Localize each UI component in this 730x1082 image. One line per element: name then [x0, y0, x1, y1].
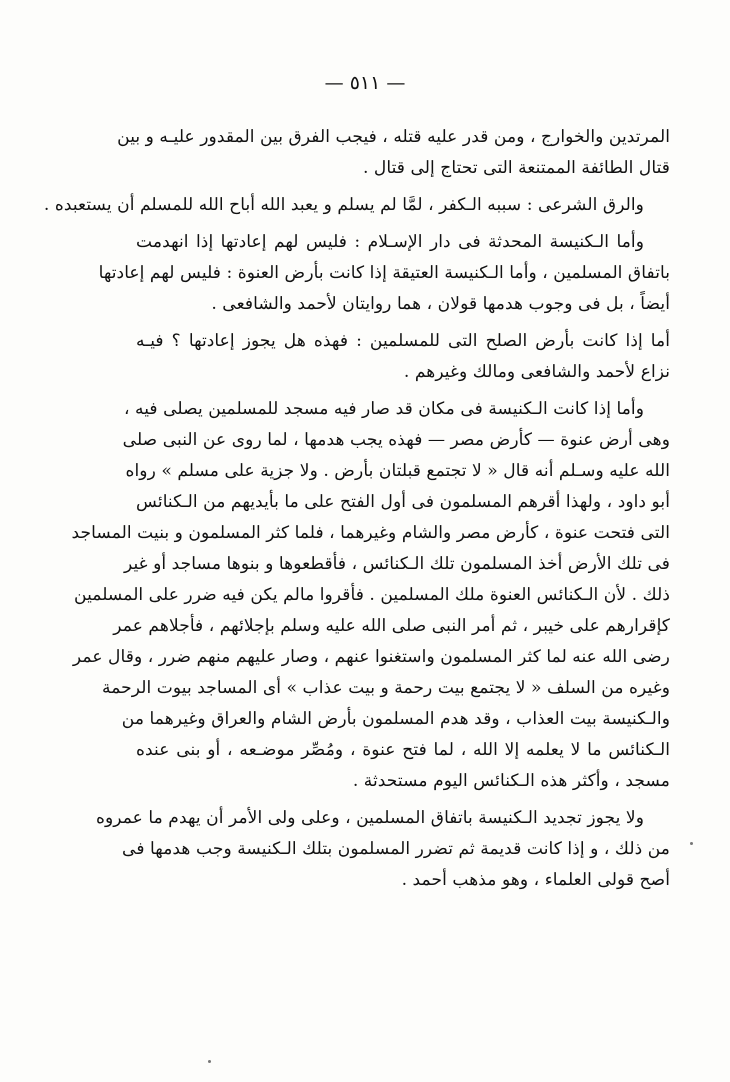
- body-text: [43, 122, 670, 896]
- text-line: من ذلك ، و إذا كانت قديمة ثم تضرر المسلمون بتلك الـكنيسة وجب هدمها فى: [122, 839, 670, 859]
- text-line: الله عليه وسـلم أنه قال « لا تجتمع قبلتان بأرض . ولا جزية على مسلم » رواه: [125, 461, 670, 481]
- text-line: فى تلك الأرض أخذ المسلمون تلك الـكنائس ، فأقطعوها و بنوها مساجد أو غير: [123, 554, 670, 574]
- text-line: ولا يجوز تجديد الـكنيسة باتفاق المسلمين ، وعلى ولى الأمر أن يهدم ما عمروه: [95, 808, 644, 828]
- paragraph: [117, 122, 670, 184]
- text-line: كإقرارهم على خيبر ، ثم أمر النبى صلى الله عليه وسلم بإجلائهم ، فأجلاهم عمر: [113, 616, 670, 636]
- text-line: وغيره من السلف « لا يجتمع بيت رحمة و بيت عذاب » أى المساجد بيوت الرحمة: [101, 678, 670, 698]
- paragraph: [43, 190, 670, 221]
- text-line: نزاع لأحمد والشافعى ومالك وغيرهم .: [403, 362, 670, 382]
- text-line: أيضاً ، بل فى وجوب هدمها قولان ، هما روايتان لأحمد والشافعى .: [211, 294, 670, 314]
- text-line: مسجد ، وأكثر هذه الـكنائس اليوم مستحدثة .: [352, 771, 670, 791]
- paragraph: [136, 326, 670, 388]
- text-line: وأما إذا كانت الـكنيسة فى مكان قد صار فيه مسجد للمسلمين يصلى فيه ،: [124, 399, 644, 419]
- text-line: والـكنيسة بيت العذاب ، وقد هدم المسلمون بأرض الشام والعراق وغيرهما من: [121, 709, 670, 729]
- text-line: ذلك . لأن الـكنائس العنوة ملك المسلمين . فأقروا مالم يكن فيه ضرر على المسلمين: [74, 585, 670, 605]
- text-line: باتفاق المسلمين ، وأما الـكنيسة العتيقة إذا كانت بأرض العنوة : فليس لهم إعادتها: [98, 263, 670, 283]
- text-line: أصح قولى العلماء ، وهو مذهب أحمد .: [401, 870, 670, 890]
- text-line: المرتدين والخوارج ، ومن قدر عليه قتله ، فيجب الفرق بين المقدور عليـه و بين: [117, 127, 670, 147]
- scan-speck: [208, 1060, 211, 1063]
- page-number: — ٥١١ —: [324, 72, 406, 94]
- text-line: الـكنائس ما لا يعلمه إلا الله ، لما فتح عنوة ، ومُصِّر موضـعه ، أو بنى عنده: [136, 740, 670, 760]
- paragraph: [71, 394, 670, 797]
- paragraph: [95, 803, 670, 896]
- text-line: رضى الله عنه لما كثر المسلمون واستغنوا عنهم ، وصار عليهم منهم ضرر ، وقال عمر: [72, 647, 670, 667]
- paragraph: [98, 227, 670, 320]
- scan-speck: [690, 842, 693, 845]
- text-line: أبو داود ، ولهذا أقرهم المسلمون فى أول الفتح على ما بأيديهم من الـكنائس: [136, 492, 670, 512]
- text-line: أما إذا كانت بأرض الصلح التى للمسلمين : فهذه هل يجوز إعادتها ؟ فيـه: [136, 331, 670, 351]
- text-line: وأما الـكنيسة المحدثة فى دار الإسـلام : فليس لهم إعادتها إذا انهدمت: [136, 232, 644, 252]
- text-line: والرق الشرعى : سببه الـكفر ، لمَّا لم يسلم و يعبد الله أباح الله للمسلم أن يستعبده .: [43, 195, 644, 215]
- text-line: قتال الطائفة الممتنعة التى تحتاج إلى قتال .: [362, 158, 670, 178]
- text-line: التى فتحت عنوة ، كأرض مصر والشام وغيرهما ، فلما كثر المسلمون و بنيت المساجد: [71, 523, 670, 543]
- text-line: وهى أرض عنوة — كأرض مصر — فهذه يجب هدمها ، لما روى عن النبى صلى: [122, 430, 670, 450]
